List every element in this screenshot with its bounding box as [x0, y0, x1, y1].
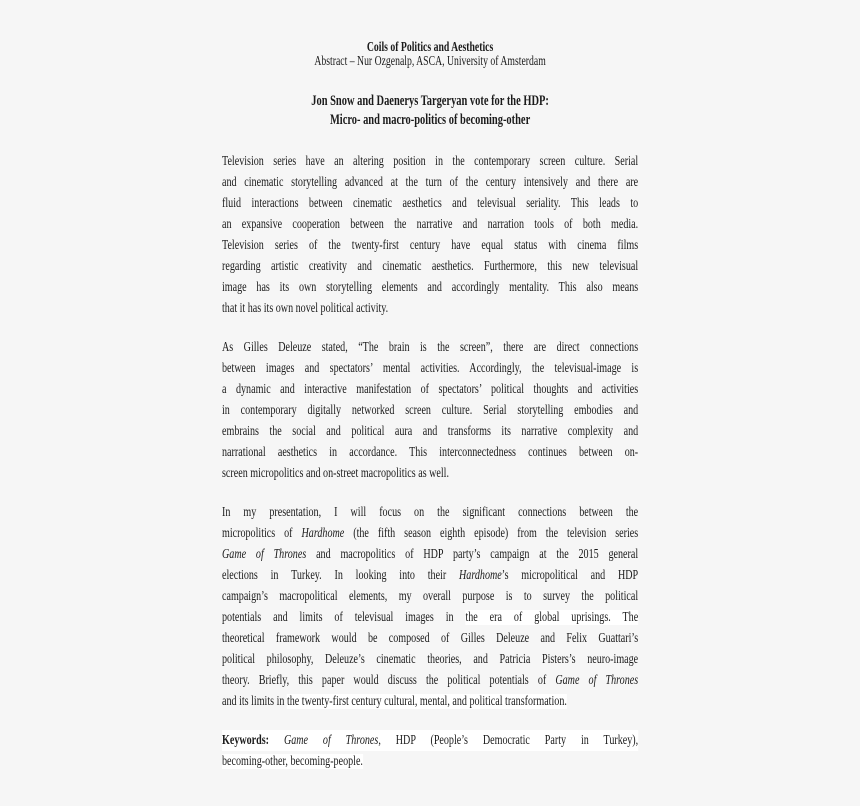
- text-line: [222, 337, 638, 358]
- text-segment: As Gilles Deleuze stated, “The brain is the screen”, there are direct connections: [222, 340, 639, 355]
- text-segment: Game of Thrones: [283, 733, 379, 748]
- text-segment: theoretical framework would be composed of Gilles Deleuze and Felix Guattari’s: [222, 631, 639, 646]
- text-segment: Hardhome: [459, 568, 502, 583]
- document-header-author: Abstract – Nur Ozgenalp, ASCA, University of Amsterdam: [314, 53, 546, 68]
- text-segment: Game of Thrones: [555, 673, 639, 688]
- text-line: [222, 607, 638, 628]
- document-header-title: Coils of Politics and Aesthetics: [366, 39, 494, 54]
- paragraph-1: [222, 151, 638, 319]
- text-line: [222, 193, 638, 214]
- paragraph-2: [222, 337, 638, 484]
- text-line: [222, 628, 638, 649]
- text-line: [222, 649, 638, 670]
- text-segment: and cinematic storytelling advanced at the turn of the century intensively and there are: [222, 175, 639, 190]
- text-segment: becoming-other, becoming-people.: [222, 754, 363, 769]
- paper-title: [222, 92, 638, 130]
- text-segment: , HDP (People’s Democratic Party in Turkey),: [378, 733, 639, 748]
- text-segment: the twenty-first century cultural, mental, and political transformation.: [286, 694, 567, 709]
- text-segment: political philosophy, Deleuze’s cinematic theories, and Patricia Pisters’s neuro-image: [222, 652, 639, 667]
- text-segment: the era of global uprisings. The: [465, 610, 639, 625]
- text-segment: Television series of the twenty-first century have equal status with cinema films: [222, 238, 639, 253]
- text-segment: in contemporary digitally networked screen culture. Serial storytelling embodies and: [222, 403, 639, 418]
- text-segment: theory. Briefly, this paper would discuss the political potentials of: [222, 673, 556, 688]
- text-segment: embrains the social and political aura and transforms its narrative complexity and: [222, 424, 639, 439]
- document-body: [222, 151, 638, 772]
- text-segment: Hardhome: [301, 526, 345, 541]
- text-segment: [269, 733, 284, 748]
- text-line: [222, 691, 638, 712]
- text-segment: image has its own storytelling elements and accordingly mentality. This also means: [222, 280, 639, 295]
- text-line: [222, 463, 638, 484]
- text-line: [222, 256, 638, 277]
- text-segment: Television series have an altering position in the contemporary screen culture. Serial: [222, 154, 639, 169]
- text-line: [222, 730, 638, 751]
- text-segment: elections in Turkey. In looking into their: [222, 568, 460, 583]
- text-line: [222, 565, 638, 586]
- text-line: [222, 298, 638, 319]
- text-line: [222, 502, 638, 523]
- text-line: [222, 235, 638, 256]
- text-segment: regarding artistic creativity and cinematic aesthetics. Furthermore, this new televisual: [222, 259, 639, 274]
- text-segment: and its limits in: [222, 694, 287, 709]
- text-segment: narrational aesthetics in accordance. This interconnectedness continues between on-: [222, 445, 639, 460]
- text-line: [222, 442, 638, 463]
- text-segment: ’s micropolitical and HDP: [501, 568, 639, 583]
- text-line: [222, 172, 638, 193]
- text-segment: screen micropolitics and on-street macropolitics as well.: [222, 466, 450, 481]
- text-segment: In my presentation, I will focus on the significant connections between the: [222, 505, 639, 520]
- text-segment: Keywords:: [222, 733, 270, 748]
- paper-title-line-1: Jon Snow and Daenerys Targeryan vote for the HDP:: [311, 93, 549, 109]
- document-column: [222, 0, 638, 772]
- text-segment: Game of Thrones: [222, 547, 307, 562]
- text-segment: fluid interactions between cinematic aesthetics and televisual seriality. This leads to: [222, 196, 639, 211]
- text-segment: potentials and limits of televisual images in: [222, 610, 466, 625]
- text-line: [222, 523, 638, 544]
- paper-title-line-2: Micro- and macro-politics of becoming-other: [329, 112, 531, 128]
- text-segment: that it has its own novel political activity.: [222, 301, 389, 316]
- text-line: [222, 151, 638, 172]
- text-segment: micropolitics of: [222, 526, 302, 541]
- text-line: [222, 379, 638, 400]
- keywords: [222, 730, 638, 772]
- text-line: [222, 421, 638, 442]
- document-header: [222, 40, 638, 68]
- text-line: [222, 751, 638, 772]
- text-line: [222, 400, 638, 421]
- text-segment: campaign’s macropolitical elements, my overall purpose is to survey the political: [222, 589, 639, 604]
- paragraph-3: [222, 502, 638, 712]
- text-line: [222, 277, 638, 298]
- text-segment: an expansive cooperation between the narrative and narration tools of both media.: [222, 217, 639, 232]
- text-segment: and macropolitics of HDP party’s campaign at the 2015 general: [306, 547, 639, 562]
- text-segment: a dynamic and interactive manifestation of spectators’ political thoughts and activities: [222, 382, 639, 397]
- text-line: [222, 670, 638, 691]
- text-line: [222, 544, 638, 565]
- text-line: [222, 358, 638, 379]
- text-segment: (the fifth season eighth episode) from the television series: [344, 526, 639, 541]
- text-line: [222, 586, 638, 607]
- text-line: [222, 214, 638, 235]
- text-segment: between images and spectators’ mental activities. Accordingly, the televisual-image is: [222, 361, 639, 376]
